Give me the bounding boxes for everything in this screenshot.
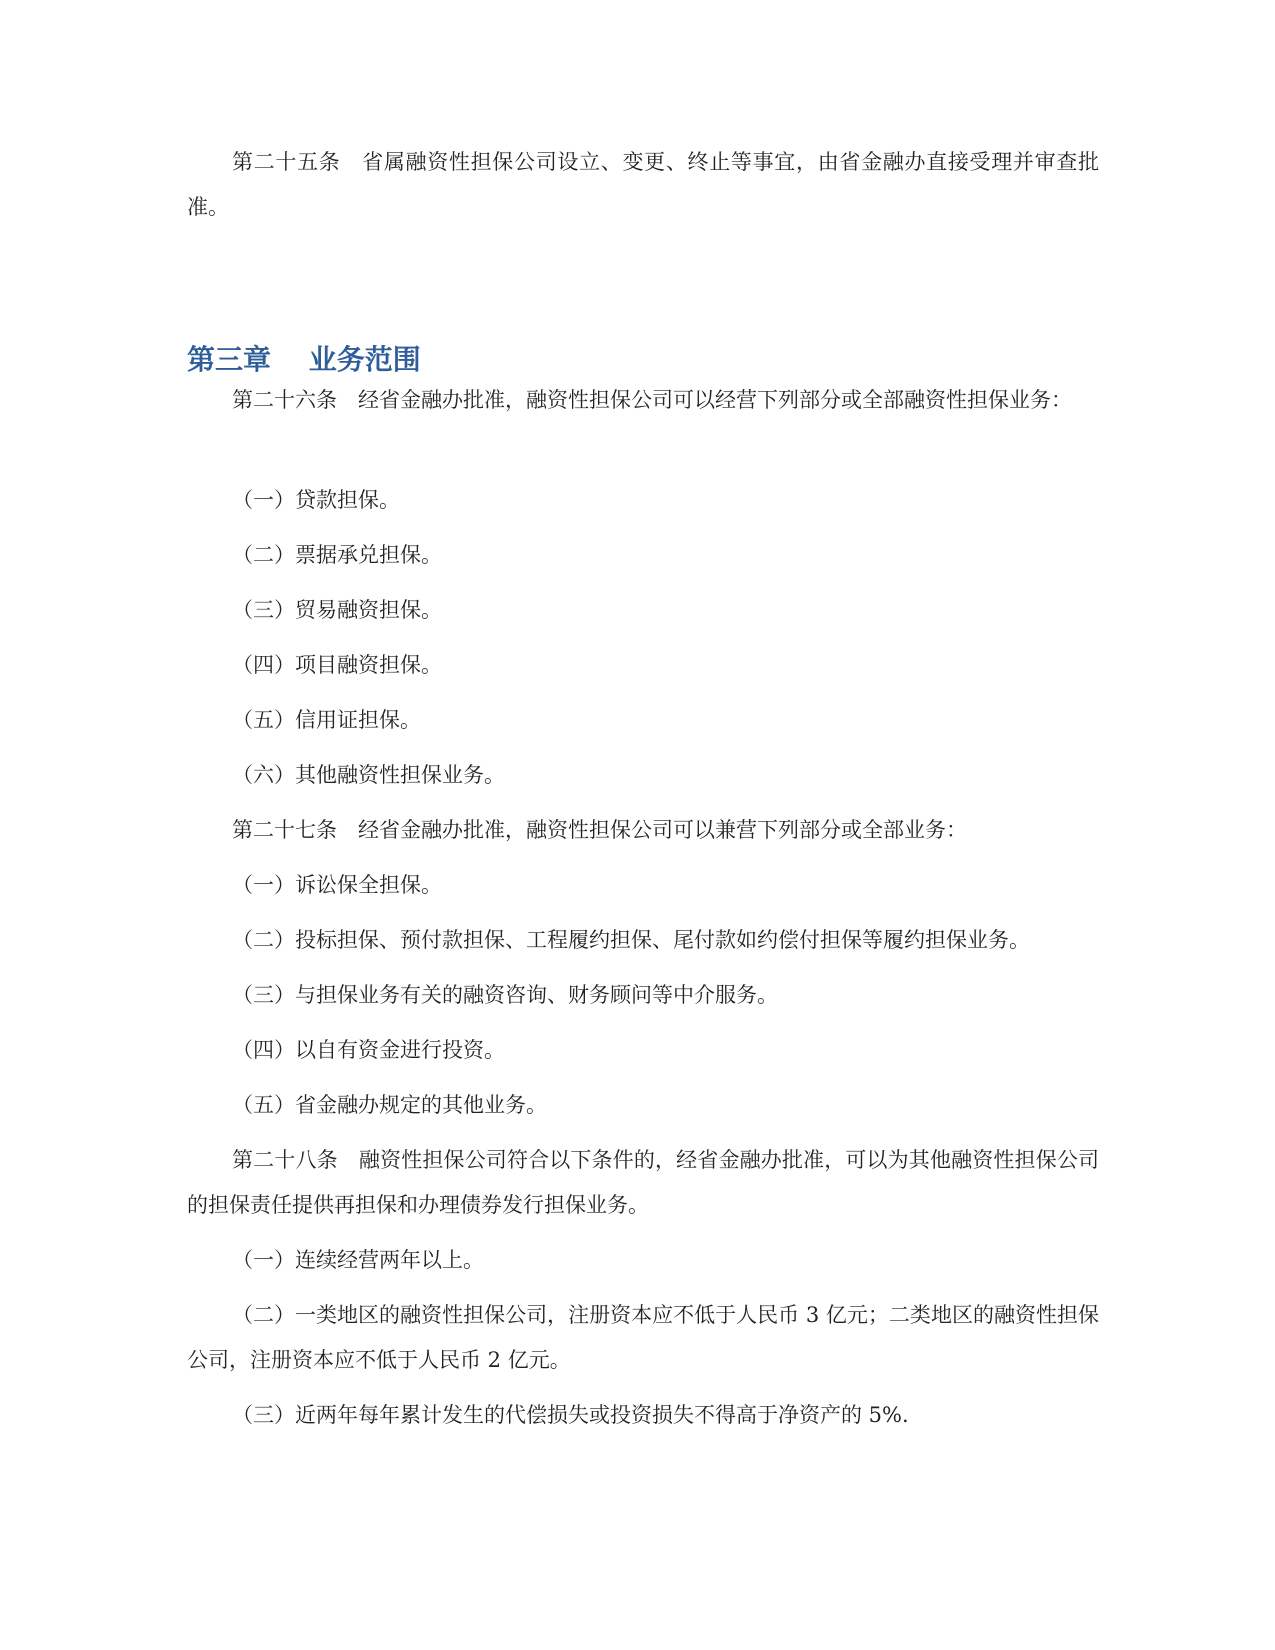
article-26-paragraph: 第二十六条 经省金融办批准，融资性担保公司可以经营下列部分或全部融资性担保业务： — [232, 388, 1072, 412]
article-27-item: （一）诉讼保全担保。 — [232, 873, 442, 897]
article-28-item: （二）一类地区的融资性担保公司，注册资本应不低于人民币 3 亿元；二类地区的融资性担保公司，注册资本应不低于人民币 2 亿元。 — [187, 1303, 1099, 1372]
article-27-item: （四）以自有资金进行投资。 — [232, 1038, 505, 1062]
article-27-item: （三）与担保业务有关的融资咨询、财务顾问等中介服务。 — [232, 983, 778, 1007]
article-28-item: （一）连续经营两年以上。 — [232, 1248, 484, 1272]
article-27-paragraph: 第二十七条 经省金融办批准，融资性担保公司可以兼营下列部分或全部业务： — [232, 818, 967, 842]
article-27-item: （五）省金融办规定的其他业务。 — [232, 1093, 547, 1117]
article-26-item: （六）其他融资性担保业务。 — [232, 763, 505, 787]
article-26-item: （一）贷款担保。 — [232, 488, 400, 512]
article-26-item: （三）贸易融资担保。 — [232, 598, 442, 622]
chapter-heading: 第三章 业务范围 — [187, 343, 421, 376]
article-26-item: （二）票据承兑担保。 — [232, 543, 442, 567]
article-26-item: （四）项目融资担保。 — [232, 653, 442, 677]
article-28-item: （三）近两年每年累计发生的代偿损失或投资损失不得高于净资产的 5%. — [232, 1403, 909, 1427]
article-26-item: （五）信用证担保。 — [232, 708, 421, 732]
article-25-paragraph: 第二十五条 省属融资性担保公司设立、变更、终止等事宜，由省金融办直接受理并审查批准。 — [187, 150, 1099, 219]
article-27-item: （二）投标担保、预付款担保、工程履约担保、尾付款如约偿付担保等履约担保业务。 — [232, 928, 1030, 952]
article-28-paragraph: 第二十八条 融资性担保公司符合以下条件的，经省金融办批准，可以为其他融资性担保公司的担保责任提供再担保和办理债券发行担保业务。 — [187, 1148, 1099, 1217]
